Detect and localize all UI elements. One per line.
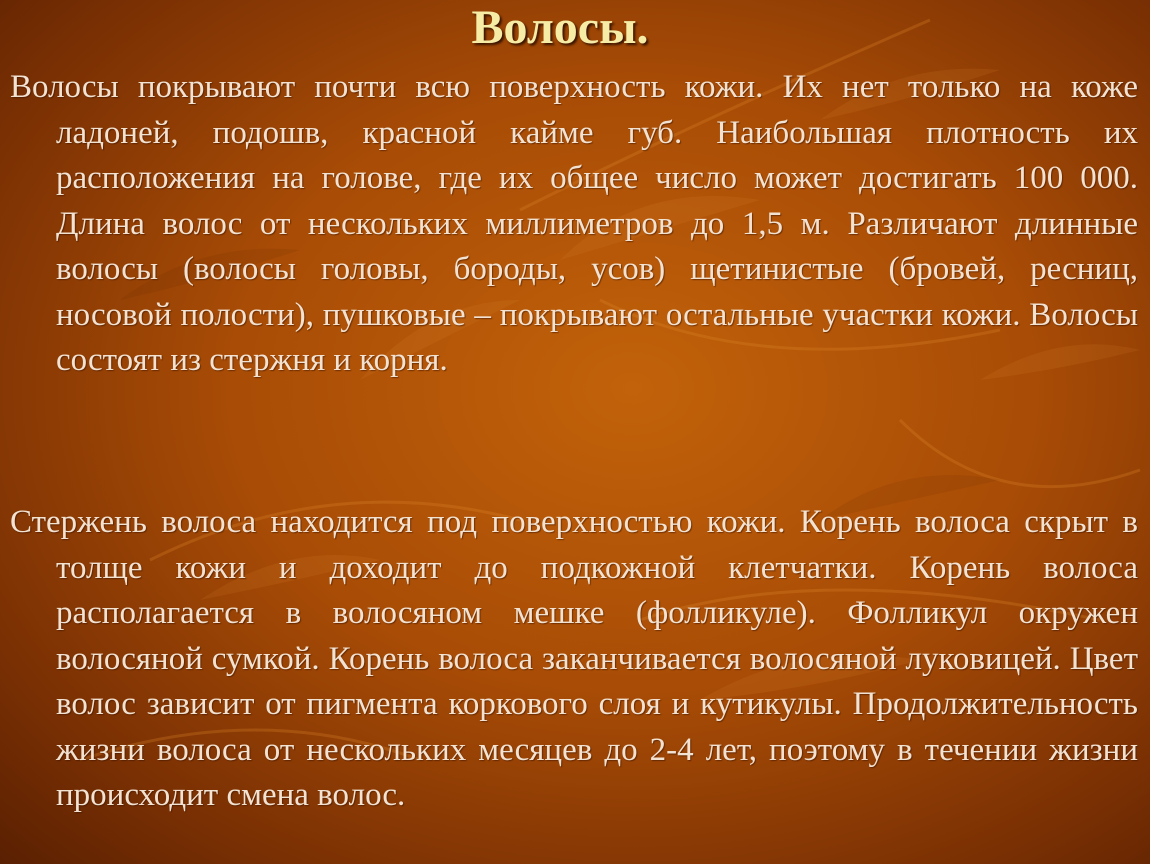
slide-title: Волосы. [471, 1, 649, 54]
paragraph-hair-overview: Волосы покрывают почти всю поверхность кожи. Их нет только на коже ладоней, подошв, красной кайме губ. Наибольшая плотность их расположения на голове, где их общее число может достигать 100 000. Длина волос от нескольких миллиметров до 1,5 м. Различают длинные волосы (волосы головы, бороды, усов) щетинистые (бровей, ресниц, носовой полости), пушковые – покрывают остальные участки кожи. Волосы состоят из стержня и корня. [10, 69, 1138, 378]
paragraph-hair-structure: Стержень волоса находится под поверхностью кожи. Корень волоса скрыт в толще кожи и доходит до подкожной клетчатки. Корень волоса располагается в волосяном мешке (фолликуле). Фолликул окружен волосяной сумкой. Корень волоса заканчивается волосяной луковицей. Цвет волос зависит от пигмента коркового слоя и кутикулы. Продолжительность жизни волоса от нескольких месяцев до 2-4 лет, поэтому в течении жизни происходит смена волос. [10, 504, 1138, 813]
